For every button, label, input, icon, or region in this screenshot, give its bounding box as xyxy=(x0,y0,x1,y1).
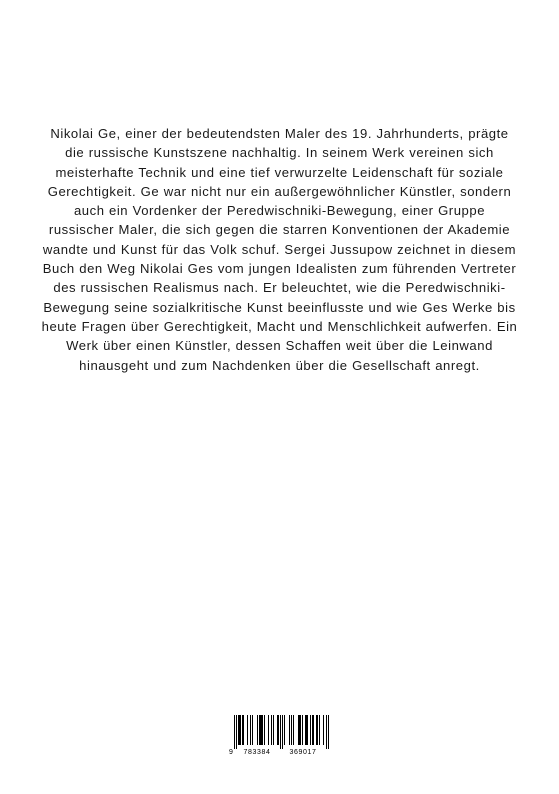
barcode-bar xyxy=(238,715,239,745)
barcode-bar xyxy=(264,715,265,745)
barcode-bar xyxy=(261,715,262,745)
barcode-bar xyxy=(305,715,306,745)
barcode-bar xyxy=(273,715,274,745)
barcode-guard-bar xyxy=(236,715,237,749)
barcode-bar xyxy=(259,715,260,745)
barcode-bar xyxy=(242,715,243,745)
barcode-bar xyxy=(312,715,313,745)
barcode-left-digits: 783384 xyxy=(243,749,271,756)
barcode-bar xyxy=(316,715,317,745)
barcode-bar xyxy=(302,715,303,745)
barcode-bar xyxy=(307,715,308,745)
barcode-bar xyxy=(257,715,258,745)
barcode-guard-bar xyxy=(326,715,327,749)
barcode-bar xyxy=(306,715,307,745)
barcode-lead-digit: 9 xyxy=(229,749,233,756)
barcode-bar xyxy=(240,715,241,745)
barcode-guard-bar xyxy=(328,715,329,749)
barcode-bar xyxy=(278,715,279,745)
barcode-bar xyxy=(291,715,292,745)
barcode-bar xyxy=(268,715,269,745)
barcode-bar xyxy=(298,715,299,745)
isbn-barcode xyxy=(226,714,334,756)
barcode-guard-bar xyxy=(282,715,283,749)
barcode-bar xyxy=(247,715,248,745)
barcode-right-digits: 369017 xyxy=(289,749,317,756)
barcode-bar xyxy=(252,715,253,745)
back-cover-blurb: Nikolai Ge, einer der bedeutendsten Maler des 19. Jahrhunderts, prägte die russische Kunstszene nachhaltig. In seinem Werk vereinen sich meisterhafte Technik und eine tief verwurzelte Leidenschaft für soziale Gerechtigkeit. Ge war nicht nur ein außergewöhnlicher Künstler, sondern auch ein Vordenker der Peredwischniki-Bewegung, einer Gruppe russischer Maler, die sich gegen die starren Konventionen der Akademie wandte und Kunst für das Volk schuf. Sergei Jussupow zeichnet in diesem Buch den Weg Nikolai Ges vom jungen Idealisten zum führenden Vertreter des russischen Realismus nach. Er beleuchtet, wie die Peredwischniki-Bewegung seine sozialkritische Kunst beeinflusste und wie Ges Werke bis heute Fragen über Gerechtigkeit, Macht und Menschlichkeit aufwerfen. Ein Werk über einen Künstler, dessen Schaffen weit über die Leinwand hinausgeht und zum Nachdenken über die Gesellschaft anregt. xyxy=(41,126,518,373)
barcode-bar xyxy=(313,715,314,745)
barcode-bars xyxy=(234,715,329,749)
barcode-bar xyxy=(262,715,263,745)
barcode-bar xyxy=(243,715,244,745)
barcode-bar xyxy=(277,715,278,745)
barcode-bar xyxy=(317,715,318,745)
barcode-bar xyxy=(284,715,285,745)
barcode-bar xyxy=(293,715,294,745)
barcode-guard-bar xyxy=(234,715,235,749)
barcode-bar xyxy=(319,715,320,745)
barcode-bar xyxy=(271,715,272,745)
barcode-bar xyxy=(260,715,261,745)
barcode-bar xyxy=(310,715,311,745)
barcode-bar xyxy=(250,715,251,745)
barcode-bar xyxy=(323,715,324,745)
barcode-graphic xyxy=(226,714,334,756)
barcode-bar xyxy=(299,715,300,745)
barcode-bar xyxy=(289,715,290,745)
barcode-guard-bar xyxy=(280,715,281,749)
barcode-bar xyxy=(239,715,240,745)
barcode-bar xyxy=(300,715,301,745)
